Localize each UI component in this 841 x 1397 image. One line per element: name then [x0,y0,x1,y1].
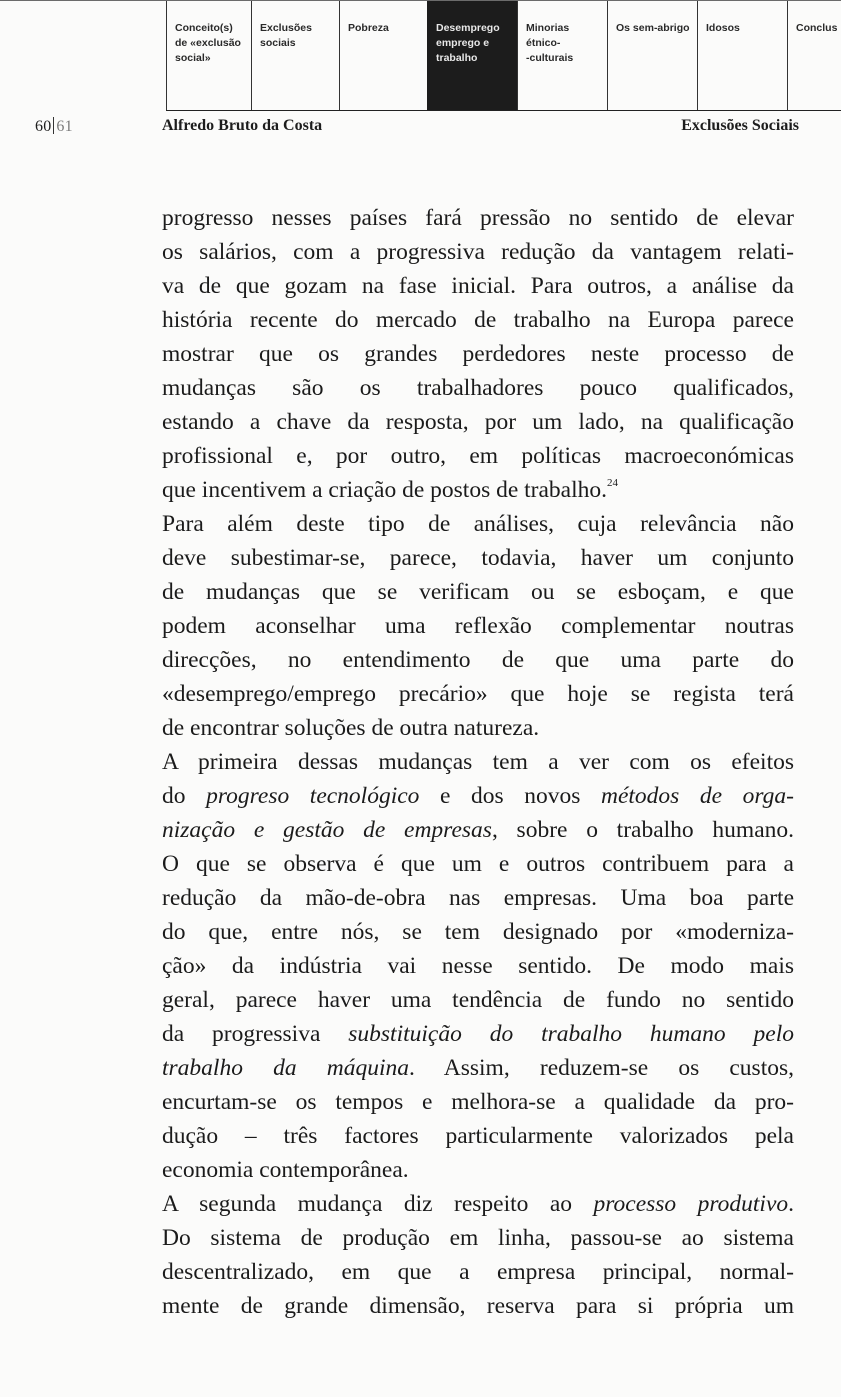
text-segment: , sobre o trabalho humano. [491,817,795,843]
text-line: ção» da indústria vai nesse sentido. De modo mais [162,953,794,979]
text-line: estando a chave da resposta, por um lado, na qualificação [162,409,794,435]
text-line [162,1187,794,1221]
text-line: do que, entre nós, se tem designado por «moderniza- [162,919,794,945]
tab-conclusao[interactable]: Conclus [787,1,841,110]
text-line: Do sistema de produção em linha, passou-se ao sistema [162,1225,794,1251]
text-line: progresso nesses países fará pressão no sentido de elevar [162,205,794,231]
emphasis: processo produtivo [593,1191,789,1217]
chapter-tabs [166,1,841,110]
text-line: podem aconselhar uma reflexão complementar noutras [162,613,794,639]
tab-idosos[interactable]: Idosos [697,1,787,110]
text-line: redução da mão-de-obra nas empresas. Uma boa parte [162,885,794,911]
emphasis: progreso tecnológico [206,783,420,809]
text-line: mostrar que os grandes perdedores neste processo de [162,341,794,367]
text-line: deve subestimar-se, parece, todavia, haver um conjunto [162,545,794,571]
text-line [162,813,794,847]
emphasis: nização e gestão de empresas [162,817,492,843]
text-line: geral, parece haver uma tendência de fundo no sentido [162,987,794,1013]
tab-sem-abrigo[interactable]: Os sem-abrigo [607,1,697,110]
text-line: O que se observa é que um e outros contribuem para a [162,851,794,877]
text-line: encurtam-se os tempos e melhora-se a qualidade da pro- [162,1089,794,1115]
text-line [162,1051,794,1085]
text-line: A primeira dessas mudanças tem a ver com os efeitos [162,749,794,775]
text-segment: que incentivem a criação de postos de trabalho. [162,477,608,503]
text-line: mudanças são os trabalhadores pouco qualificados, [162,375,794,401]
footnote-marker[interactable]: 24 [607,477,619,489]
text-line: direcções, no entendimento de que uma parte do [162,647,794,673]
text-segment: e dos novos [419,783,601,809]
text-line [162,473,794,507]
text-line: Para além deste tipo de análises, cuja relevância não [162,511,794,537]
text-line: mente de grande dimensão, reserva para si própria um [162,1293,794,1319]
emphasis: trabalho da máquina [162,1055,410,1081]
emphasis: métodos de orga- [600,783,794,809]
text-segment: A segunda mudança diz respeito ao [162,1191,594,1217]
text-line: os salários, com a progressiva redução da vantagem relati- [162,239,794,265]
text-line: «desemprego/emprego precário» que hoje se regista terá [162,681,794,707]
page-number-divider [53,117,54,134]
text-line: história recente do mercado de trabalho na Europa parece [162,307,794,333]
text-line: de encontrar soluções de outra natureza. [162,715,540,741]
text-segment: . Assim, reduzem-se os custos, [409,1055,794,1081]
text-line: profissional e, por outro, em políticas macroeconómicas [162,443,794,469]
text-line: descentralizado, em que a empresa principal, normal- [162,1259,794,1285]
tab-minorias[interactable]: Minorias étnico- -culturais [517,1,607,110]
header-rule [166,110,841,111]
text-line: de mudanças que se verificam ou se esboçam, e que [162,579,794,605]
text-segment: do [162,783,207,809]
text-line [162,779,794,813]
tab-pobreza[interactable]: Pobreza [339,1,427,110]
author-name: Alfredo Bruto da Costa [162,117,323,134]
tab-exclusoes-sociais[interactable]: Exclusões sociais [251,1,339,110]
page-number-right: 61 [56,118,73,135]
tab-conceitos[interactable]: Conceito(s) de «exclusão social» [166,1,251,110]
text-line: dução – três factores particularmente valorizados pela [162,1123,794,1149]
text-line [162,1017,794,1051]
text-segment: . [788,1191,795,1217]
text-line: economia contemporânea. [162,1157,409,1183]
page-numbers [35,117,73,136]
tab-desemprego[interactable]: Desemprego emprego e trabalho [427,1,517,110]
body-text [162,201,794,1323]
text-segment: da progressiva [162,1021,349,1047]
running-header [0,117,841,141]
text-line: va de que gozam na fase inicial. Para outros, a análise da [162,273,794,299]
emphasis: substituição do trabalho humano pelo [348,1021,794,1047]
page-number-left: 60 [35,118,52,135]
section-title: Exclusões Sociais [681,117,799,134]
